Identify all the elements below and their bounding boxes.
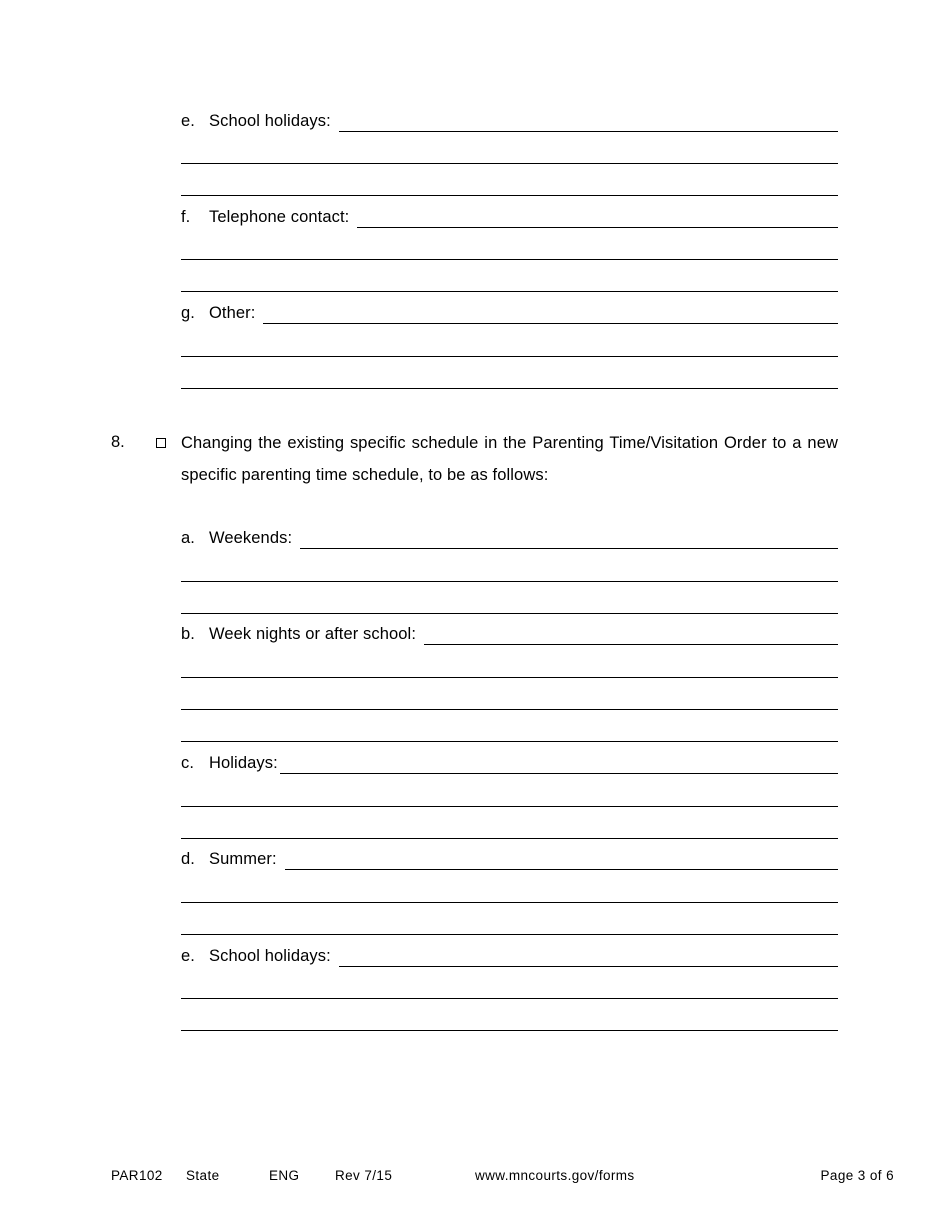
answer-line[interactable] [181, 195, 838, 196]
item-letter: e. [181, 112, 195, 130]
footer-jurisdiction: State [186, 1168, 220, 1183]
answer-line[interactable] [181, 163, 838, 164]
item-letter: f. [181, 208, 191, 226]
answer-line[interactable] [300, 547, 838, 549]
answer-line[interactable] [181, 356, 838, 357]
item-label [181, 754, 278, 774]
answer-line[interactable] [357, 226, 838, 228]
answer-line[interactable] [181, 838, 838, 839]
item-8e-school-holidays [181, 947, 838, 967]
item-label [181, 850, 277, 870]
item-label [181, 947, 331, 967]
answer-line[interactable] [424, 643, 838, 645]
checkbox[interactable] [156, 438, 166, 448]
item-8-text: Changing the existing specific schedule in the Parenting Time/Visitation Order to a new specific parenting time schedule, to be as follows: [181, 434, 838, 484]
item-label [181, 208, 349, 228]
footer-page-number: Page 3 of 6 [820, 1168, 894, 1183]
answer-line[interactable] [181, 934, 838, 935]
item-label-text: Other: [209, 304, 256, 322]
item-label-text: Week nights or after school: [209, 625, 417, 643]
answer-line[interactable] [285, 868, 838, 870]
footer-url[interactable]: www.mncourts.gov/forms [475, 1168, 635, 1183]
footer-language: ENG [269, 1168, 300, 1183]
item-7e-school-holidays [181, 112, 838, 132]
answer-line[interactable] [181, 259, 838, 260]
item-label [181, 529, 292, 549]
answer-line[interactable] [181, 291, 838, 292]
footer-revision: Rev 7/15 [335, 1168, 393, 1183]
answer-line[interactable] [339, 130, 838, 132]
item-8c-holidays [181, 754, 838, 774]
answer-line[interactable] [181, 741, 838, 742]
item-label [181, 112, 331, 132]
item-label-text: Weekends: [209, 529, 293, 547]
item-8a-weekends [181, 529, 838, 549]
item-letter: e. [181, 947, 195, 965]
answer-line[interactable] [181, 902, 838, 903]
answer-line[interactable] [181, 709, 838, 710]
item-label-text: School holidays: [209, 947, 331, 965]
answer-line[interactable] [181, 806, 838, 807]
item-label [181, 625, 416, 645]
answer-line[interactable] [181, 581, 838, 582]
item-7g-other [181, 304, 838, 324]
item-letter: d. [181, 850, 195, 868]
item-8d-summer [181, 850, 838, 870]
answer-line[interactable] [181, 613, 838, 614]
item-number: 8. [111, 433, 125, 451]
answer-line[interactable] [181, 1030, 838, 1031]
answer-line[interactable] [280, 772, 838, 774]
item-label-text: Holidays: [209, 754, 278, 772]
answer-line[interactable] [181, 677, 838, 678]
item-label-text: Summer: [209, 850, 277, 868]
answer-line[interactable] [181, 998, 838, 999]
answer-line[interactable] [181, 388, 838, 389]
item-label-text: School holidays: [209, 112, 331, 130]
item-letter: c. [181, 754, 195, 772]
item-label [181, 304, 255, 324]
footer-form-code: PAR102 [111, 1168, 163, 1183]
answer-line[interactable] [339, 965, 838, 967]
item-letter: a. [181, 529, 195, 547]
item-7f-telephone-contact [181, 208, 838, 228]
answer-line[interactable] [263, 322, 838, 324]
item-letter: b. [181, 625, 195, 643]
item-8b-week-nights [181, 625, 838, 645]
item-label-text: Telephone contact: [209, 208, 350, 226]
item-letter: g. [181, 304, 195, 322]
